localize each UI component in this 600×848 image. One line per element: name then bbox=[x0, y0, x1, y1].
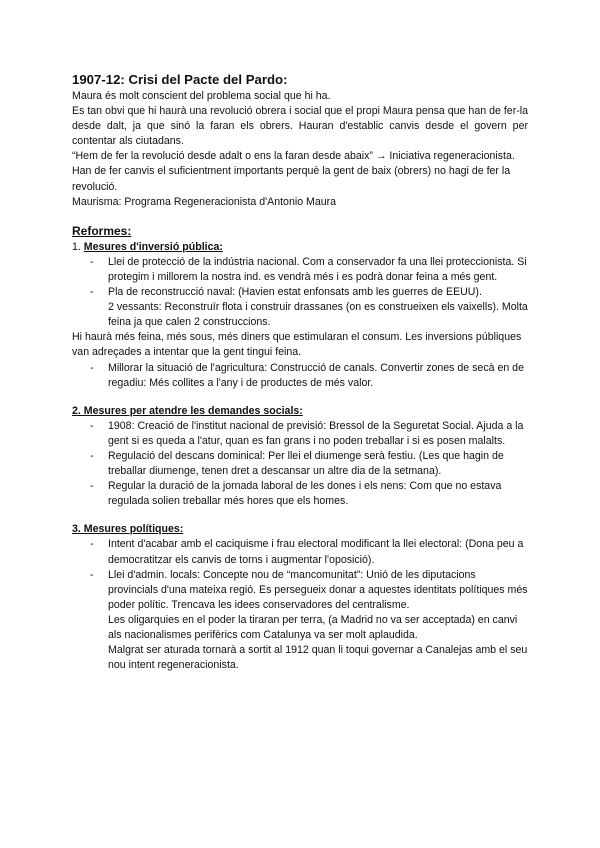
reformes-heading: Reformes: bbox=[72, 223, 132, 238]
intro-line: Maura és molt conscient del problema social que hi ha. bbox=[72, 90, 331, 102]
section-1-number: 1. bbox=[72, 240, 81, 253]
list-item: - Regulació del descans dominical: Per llei el diumenge serà festiu. (Les que hagin de treballar diumenge, tenen dret a descansar un altre dia de la setmana). bbox=[72, 449, 528, 479]
page-title: 1907-12: Crisi del Pacte del Pardo: bbox=[72, 72, 288, 87]
list-item: - Pla de reconstrucció naval: (Havien estat enfonsats amb les guerres de EEUU). bbox=[72, 285, 528, 300]
list-item: - 1908: Creació de l'institut nacional de previsió: Bressol de la Seguretat Social. Ajuda a la gent si es queda a l'atur, quan es fan grans i no poden treballar i si es posen malalts. bbox=[72, 419, 528, 449]
intro-quote: “Hem de fer la revolució desde adalt o ens la faran desde abaix” → Iniciativa regeneracionista. bbox=[72, 150, 515, 163]
section-2-list bbox=[72, 419, 528, 510]
intro-line: Es tan obvi que hi haurà una revolució obrera i social que el propi Maura pensa que han de fer-la desde dalt, ja que sinó la faran els obrers. Hauran d'establic canvis desde el govern per contentar als ciutadans. bbox=[72, 105, 528, 148]
section-1-title: Mesures d'inversió pública: bbox=[83, 240, 223, 253]
section-3-list bbox=[72, 537, 528, 612]
intro-line: Maurisma: Programa Regeneracionista d'Antonio Maura bbox=[72, 195, 337, 208]
list-item: - Millorar la situació de l'agricultura: Construcció de canals. Convertir zones de secà en de regadiu: Més collites a l'any i de productes de més valor. bbox=[72, 361, 528, 391]
section-1-list-a bbox=[72, 255, 528, 300]
intro-line: Han de fer canvis el suficientment importants perquè la gent de baix (obrers) no hagi de fer la revolució. bbox=[72, 165, 511, 193]
list-item: - Llei d'admin. locals: Concepte nou de “mancomunitat”: Unió de les diputacions provincials d'una mateixa regió. Es persegueix donar a aquestes identitats polítiques més poder polític. Trencava les idees conservadores del centralisme. bbox=[72, 568, 528, 613]
list-item: - Intent d'acabar amb el caciquisme i frau electoral modificant la llei electoral: (Dona peu a democratitzar els canvis de torns i augmentar l'oposició). bbox=[72, 537, 528, 567]
list-item: - Regular la duració de la jornada laboral de les dones i els nens: Com que no estava regulada solien treballar més hores que els homes. bbox=[72, 479, 528, 509]
list-item: - Llei de protecció de la indústria nacional. Com a conservador fa una llei proteccionista. Si protegim i millorem la nostra ind. es vendrà més i es podrà donar feina a més gent. bbox=[72, 255, 528, 285]
section-3-continuation: Les oligarquies en el poder la tiraran per terra, (a Madrid no va ser acceptada) en canvi als nacionalismes perifèrics com Catalunya va ser molt aplaudida. bbox=[108, 613, 518, 641]
document-page bbox=[72, 72, 528, 673]
section-1-continuation: 2 vessants: Reconstruïr flota i construir drassanes (on es construeixen els vaixells). Molta feina ja que calen 2 construccions. bbox=[108, 301, 528, 329]
section-1-heading bbox=[72, 240, 528, 255]
section-1-paragraph: Hi haurà més feina, més sous, més diners que estimularan el consum. Les inversions públiques van adreçades a intentar que la gent tingui feina. bbox=[72, 331, 522, 359]
section-1-list-b bbox=[72, 361, 528, 391]
section-2-heading: 2. Mesures per atendre les demandes socials: bbox=[72, 404, 303, 417]
section-3-heading: 3. Mesures polítiques: bbox=[72, 523, 184, 536]
section-3-continuation: Malgrat ser aturada tornarà a sortit al 1912 quan li toqui governar a Canalejas amb el seu nou intent regeneracionista. bbox=[108, 644, 528, 672]
